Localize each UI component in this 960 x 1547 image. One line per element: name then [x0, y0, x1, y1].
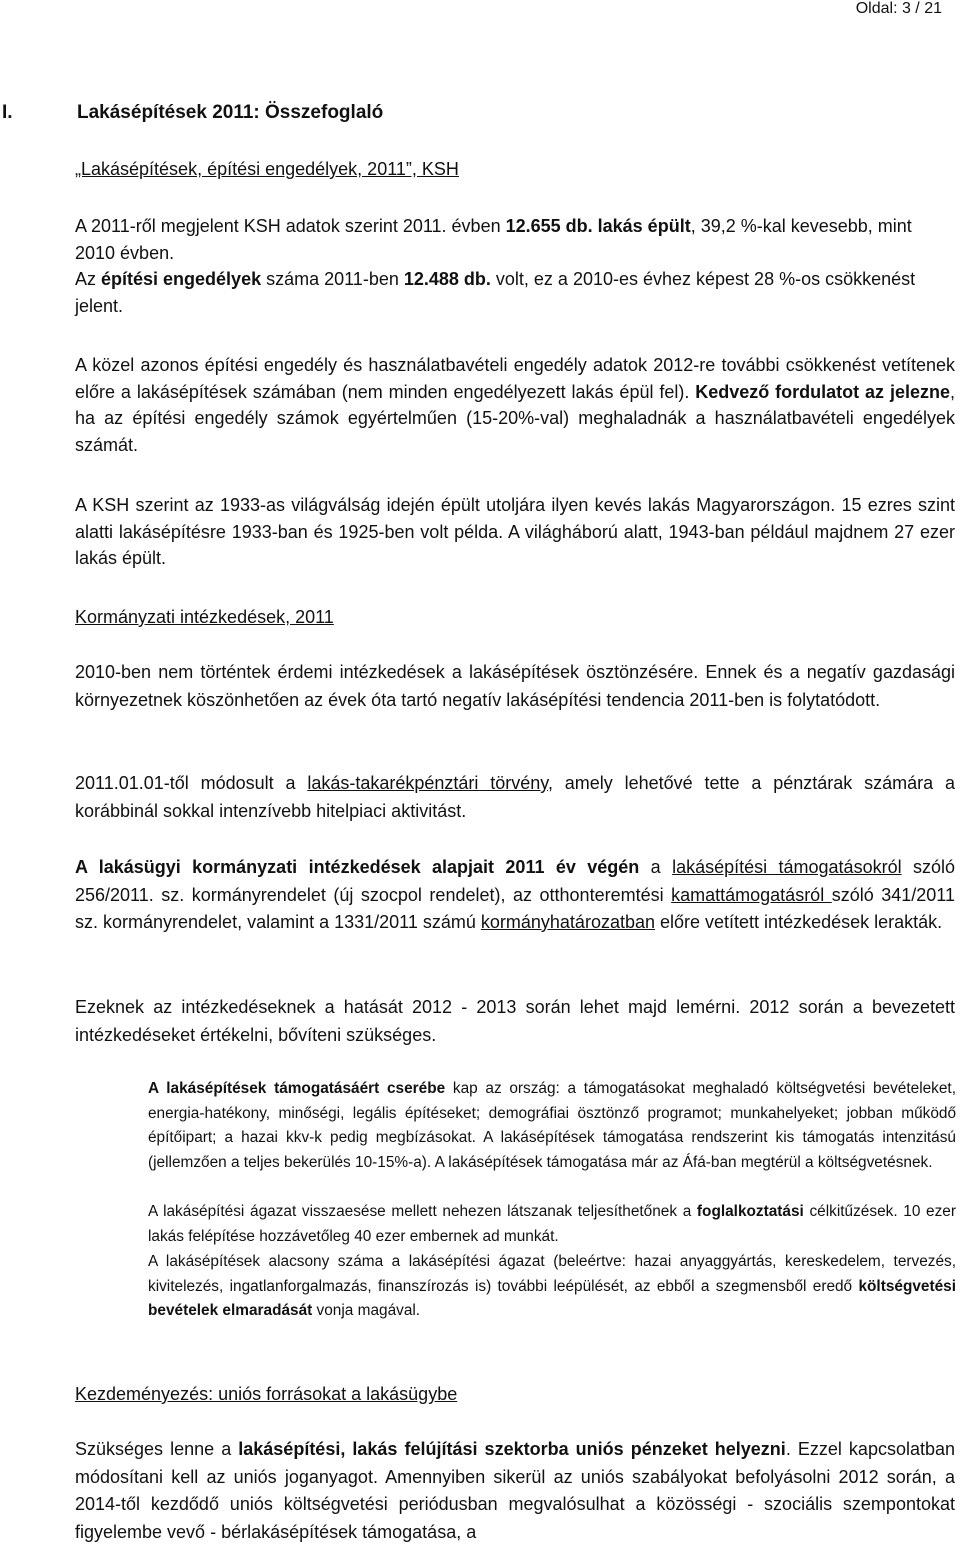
housing-subsidy-link[interactable]: lakásépítési támogatásokról: [672, 857, 902, 877]
ltp-paragraph: 2011.01.01-től módosult a lakás-takarékpénztári törvény, amely lehetővé tette a pénztárak számára a korábbinál sokkal intenzívebb hitelpiaci aktivitást.: [75, 773, 955, 821]
section-title-government-measures: Kormányzati intézkedések, 2011: [75, 607, 334, 627]
heading-title: Lakásépítések 2011: Összefoglaló: [77, 102, 384, 123]
employment-paragraph: A lakásépítési ágazat visszaesése mellett nehezen látszanak teljesíthetőnek a foglalkoztatási célkitűzések. 10 ezer lakás felépítése hozzávetőleg 40 ezer embernek ad munkát.: [148, 1203, 956, 1245]
government-decree-paragraph: A lakásügyi kormányzati intézkedések alapjait 2011 év végén a lakásépítési támogatásokról szóló 256/2011. sz. kormányrendelet (új szocpol rendelet), az otthonteremtési kamattámogatásról szóló 341/2011 sz. kormányrendelet, valamint a 1331/2011 számú kormányhatározatban előre vetített intézkedések lerakták.: [75, 857, 955, 932]
eu-funds-paragraph: Szükséges lenne a lakásépítési, lakás felújítási szektorba uniós pénzeket helyezni. Ezzel kapcsolatban módosítani kell az uniós joganyagot. Amennyiben sikerül az uniós szabályokat befolyásolni 2012 során, a 2014-től kezdődő uniós költségvetési periódusban megvalósulhat a közösségi - szociális szempontokat figyelembe vevő - bérlakásépítések támogatása, a: [75, 1439, 956, 1542]
measures-paragraph: 2010-ben nem történtek érdemi intézkedések a lakásépítések ösztönzésére. Ennek és a negatív gazdasági környezetnek köszönhetően az évek óta tartó negatív lakásépítési tendencia 2011-ben is folytatódott.: [75, 662, 955, 710]
forecast-paragraph: A közel azonos építési engedély és használatbavételi engedély adatok 2012-re további csökkenést vetítenek előre a lakásépítések számában (nem minden engedélyezett lakás épül fel). Kedvező fordulatot az jelezne, ha az építési engedély számok egyértelműen (15-20%-val) meghaladnák a használatbavételi engedélyek számát.: [75, 355, 955, 455]
subsidy-benefits-paragraph: A lakásépítések támogatásáért cserébe kap az ország: a támogatásokat meghaladó költségvetési bevételeket, energia-hatékony, minőségi, legális építéseket; demográfiai ösztönző programot; munkahelyeket; jobban működő építőipart; a hazai kkv-k pedig megbízásokat. A lakásépítések támogatása rendszerint kis támogatás intenzitású (jellemzően a teljes bekerülés 10-15%-a). A lakásépítések támogatása már az Áfá-ban megtérül a költségvetésnek.: [148, 1080, 956, 1171]
sector-decline-paragraph: A lakásépítések alacsony száma a lakásépítési ágazat (beleértve: hazai anyaggyártás, kereskedelem, tervezés, kivitelezés, ingatlanforgalmazás, finanszírozás is) további leépülését, az ebből a szegmensből eredő költségvetési bevételek elmaradását vonja magával.: [148, 1253, 956, 1319]
source-link[interactable]: „Lakásépítések, építési engedélyek, 2011”, KSH: [75, 159, 459, 179]
history-paragraph: A KSH szerint az 1933-as világválság idején épült utoljára ilyen kevés lakás Magyarországon. 15 ezres szint alatti lakásépítésre 1933-ban és 1925-ben volt példa. A világháború alatt, 1943-ban például majdnem 27 ezer lakás épült.: [75, 495, 955, 568]
summary-paragraph: A 2011-ről megjelent KSH adatok szerint 2011. évben 12.655 db. lakás épült, 39,2 %-kal kevesebb, mint 2010 évben. Az építési engedélyek száma 2011-ben 12.488 db. volt, ez a 2010-es évhez képest 28 %-os csökkenést jelent.: [75, 216, 916, 316]
evaluation-paragraph: Ezeknek az intézkedéseknek a hatását 2012 - 2013 során lehet majd lemérni. 2012 során a bevezetett intézkedéseket értékelni, bővíteni szükséges.: [75, 997, 955, 1045]
section-title-eu-funds: Kezdeményezés: uniós forrásokat a lakásügybe: [75, 1384, 458, 1404]
interest-subsidy-link[interactable]: kamattámogatásról: [671, 884, 832, 905]
heading-number: I.: [2, 102, 13, 123]
government-resolution-link[interactable]: kormányhatározatban: [480, 912, 655, 932]
ltp-law-link[interactable]: lakás-takarékpénztári törvény: [307, 773, 548, 793]
page-number: Oldal: 3 / 21: [855, 0, 942, 17]
